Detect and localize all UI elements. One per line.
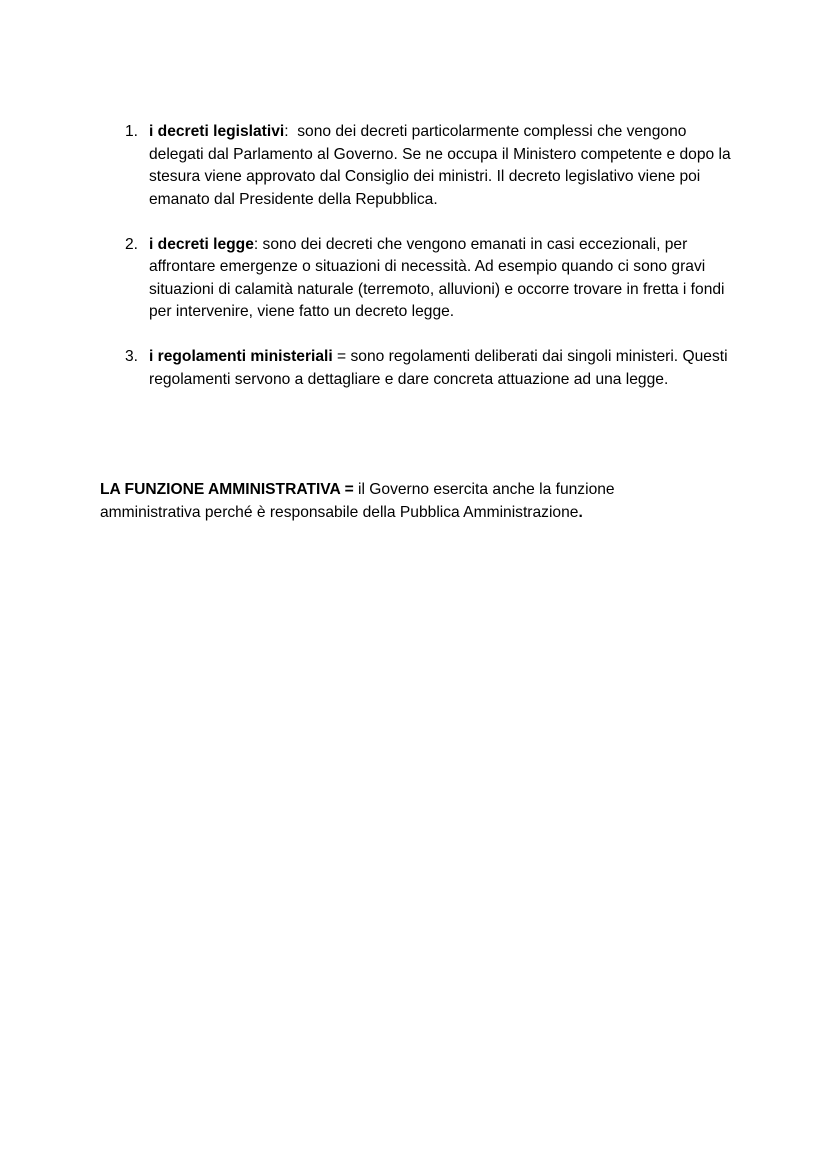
list-item-number: 2. — [124, 235, 138, 253]
list-item-body — [149, 121, 740, 211]
list-item-text: sono dei decreti che vengono emanati in casi eccezionali, per affrontare emergenze o situazioni di necessità. Ad esempio quando ci sono gravi situazioni di calamità naturale (terremoto, alluvioni) e occorre trovare in fretta i fondi per intervenire, viene fatto un decreto legge. — [149, 235, 725, 320]
list-item-number: 1. — [124, 123, 138, 140]
list-item — [100, 234, 740, 324]
list-item-separator: : — [253, 235, 263, 253]
administrative-function-paragraph — [100, 479, 680, 524]
section-end-mark: . — [578, 503, 583, 521]
list-item-term: i decreti legge — [149, 235, 254, 253]
list-item-body — [149, 346, 740, 391]
list-item-separator: : — [284, 123, 298, 140]
list-item-text: sono dei decreti particolarmente complessi che vengono delegati dal Parlamento al Governo. Se ne occupa il Ministero competente e dopo la stesura viene approvato dal Consiglio dei ministri. Il decreto legislativo viene poi emanato dal Presidente della Repubblica. — [149, 123, 731, 208]
list-item-term: i decreti legislativi — [149, 123, 285, 140]
list-item-separator: = — [332, 348, 351, 365]
section-heading: LA FUNZIONE AMMINISTRATIVA = — [100, 481, 354, 498]
section-text: il Governo esercita anche la funzione amministrativa perché è responsabile della Pubblica Amministrazione — [100, 481, 615, 521]
list-item-number: 3. — [124, 348, 138, 365]
list-item-text: sono regolamenti deliberati dai singoli ministeri. Questi regolamenti servono a dettagliare e dare concreta attuazione ad una legge. — [149, 348, 728, 388]
list-item-term: i regolamenti ministeriali — [149, 348, 333, 365]
list-item — [100, 346, 740, 391]
list-item — [100, 121, 740, 211]
list-item-body — [149, 234, 740, 324]
numbered-list — [100, 121, 740, 414]
